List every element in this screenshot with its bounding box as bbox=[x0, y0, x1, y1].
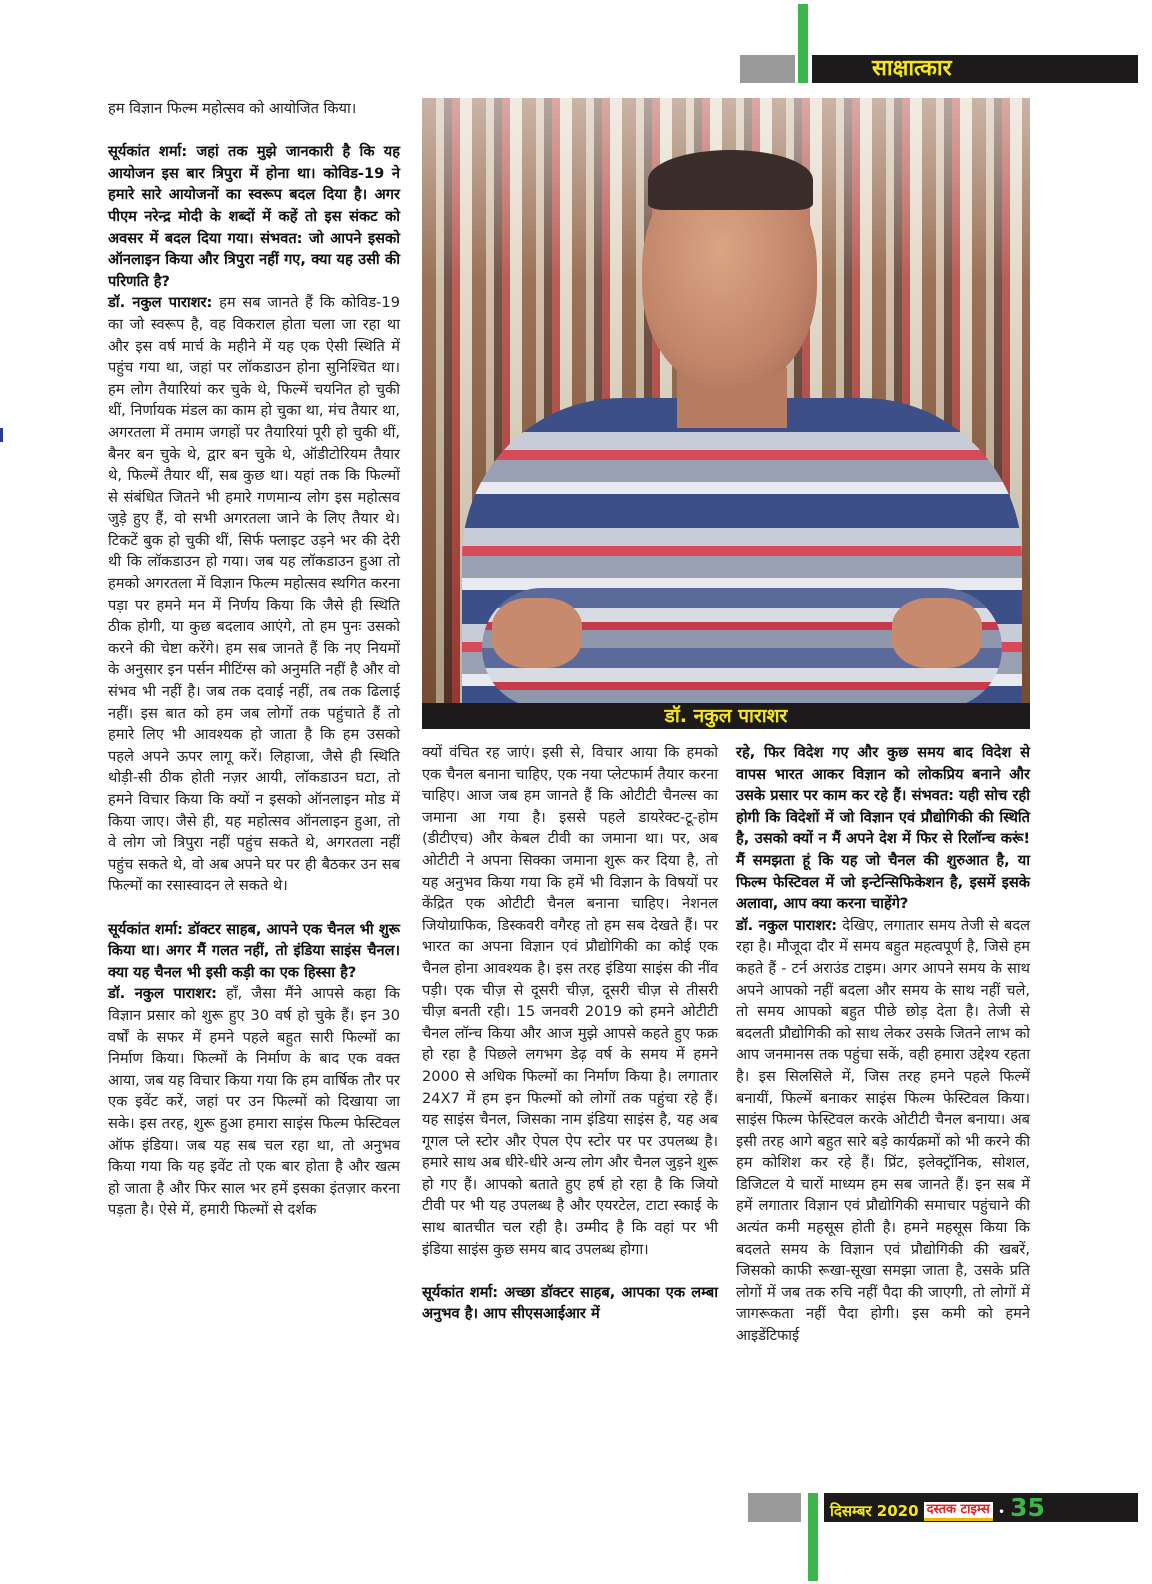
question-continued: रहे, फिर विदेश गए और कुछ समय बाद विदेश से वापस भारत आकर विज्ञान को लोकप्रिय बनाने और उसके प्रसार पर काम कर रहे हैं। संभवत: यही सोच रही होगी कि विदेशों में जो विज्ञान एवं प्रौद्योगिकी की स्थिति है, उसको क्यों न मैं अपने देश में फिर से रिलॉन्च करूं! मैं समझता हूं कि यह जो चैनल की शुरुआत है, या फिल्म फेस्टिवल में जो इन्टेन्सिफिकेशन है, इसमें इसके अलावा, आप क्या करना चाहेंगे? bbox=[736, 744, 1030, 913]
header-green-rule bbox=[798, 4, 808, 83]
speaker-label: डॉ. नकुल पाराशर: bbox=[108, 294, 213, 312]
article-column-2 bbox=[422, 742, 718, 1325]
answer-text: हाँ, जैसा मैंने आपसे कहा कि विज्ञान प्रसार को शुरू हुए 30 वर्ष हो चुके हैं। इन 30 वर्षों के सफर में हमने पहले बहुत सारी फिल्मों का निर्माण किया। फिल्मों के निर्माण के बाद एक वक्त आया, जब यह विचार किया गया कि हम वार्षिक तौर पर एक इवेंट करें, जहां पर उन फिल्मों को दिखाया जा सके। इस तरह, शुरू हुआ हमारा साइंस फिल्म फेस्टिवल ऑफ इंडिया। जब यह सब चल रहा था, तो अनुभव किया गया कि यह इवेंट तो एक बार होता है और खत्म हो जाता है और फिर साल भर हमें इसका इंतज़ार करना पड़ता है। ऐसे में, हमारी फिल्मों से दर्शक bbox=[108, 985, 401, 1219]
hair bbox=[648, 150, 813, 210]
answer-text: हम सब जानते हैं कि कोविड-19 का जो स्वरूप है, वह विकराल होता चला जा रहा था और इस वर्ष मार्च के महीने में यह एक ऐसी स्थिति में पहुंच गया था, जहां पर लॉकडाउन होना सुनिश्चित था। हम लोग तैयारियां कर चुके थे, फिल्में चयनित हो चुकी थीं, निर्णायक मंडल का काम हो चुका था, मंच तैयार था, अगरतला में तमाम जगहों पर तैयारियां पूरी हो चुकी थीं, बैनर बन चुके थे, द्वार बन चुके थे, ऑडीटोरियम तैयार थे, फिल्में तैयार थीं, सब कुछ था। यहां तक कि फिल्मों से संबंधित जितने भी हमारे गणमान्य लोग इस महोत्सव जुड़े हुए हैं, वो सभी अगरतला जाने के लिए तैयार थे। टिकटें बुक हो चुकी थीं, सिर्फ फ्लाइट उड़ने भर की देरी थी कि लॉकडाउन हो गया। जब यह लॉकडाउन हुआ तो हमको अगरतला में विज्ञान फिल्म महोत्सव स्थगित करना पड़ा पर हमने मन में निर्णय किया कि जैसे ही स्थिति ठीक होगी, या कुछ बदलाव आएंगे, तो हम पुनः उसको करने की चेष्टा करेंगे। हम सब जानते हैं कि नए नियमों के अनुसार इन पर्सन मीटिंग्स को अनुमति नहीं है और वो संभव भी नहीं है। जब तक दवाई नहीं, तब तक ढिलाई नहीं। इस बात को हम जब लोगों तक पहुंचाते हैं तो हमारे लिए भी आवश्यक हो जाता है कि हम उसको पहले अपने ऊपर लागू करें। लिहाजा, जैसे ही स्थिति थोड़ी-सी ठीक होती नज़र आयी, लॉकडाउन घटा, तो हमने विचार किया कि क्यों न इसको ऑनलाइन मोड में किया जाए। जैसे ही, यह महोत्सव ऑनलाइन हुआ, तो वे लोग जो त्रिपुरा नहीं पहुंच सकते थे, अगरतला नहीं पहुंच सकते थे, वो अब अपने घर पर ही बैठकर उन सब फिल्मों का रसास्वादन ले सकते थे। bbox=[108, 294, 400, 895]
question-text: डॉक्टर साहब, आपने एक चैनल भी शुरू किया था। अगर मैं गलत नहीं, तो इंडिया साइंस चैनल। क्या यह चैनल भी इसी कड़ी का एक हिस्सा है? bbox=[108, 920, 400, 981]
footer-bar bbox=[824, 1493, 1138, 1522]
speaker-label: डॉ. नकुल पाराशर: bbox=[736, 916, 838, 934]
footer-green-rule bbox=[808, 1493, 818, 1581]
speaker-label: सूर्यकांत शर्मा: bbox=[108, 143, 188, 161]
speaker-label: सूर्यकांत शर्मा: bbox=[108, 920, 184, 938]
answer-paragraph bbox=[736, 915, 1030, 1347]
margin-mark bbox=[0, 428, 3, 442]
section-title: साक्षात्कार bbox=[872, 56, 952, 81]
right-hand bbox=[892, 598, 982, 668]
question-text: अच्छा डॉक्टर साहब, आपका एक लम्बा अनुभव है। आप सीएसआईआर में bbox=[422, 1283, 718, 1323]
footer-gray-block bbox=[748, 1493, 801, 1522]
answer-continued: क्यों वंचित रह जाएं। इसी से, विचार आया कि हमको एक चैनल बनाना चाहिए, एक नया प्लेटफार्म तैयार करना चाहिए। आज जब हम जानते हैं कि ओटीटी चैनल्स का जमाना आ गया है। इससे पहले डायरेक्ट-टू-होम (डीटीएच) और केबल टीवी का जमाना था। पर, अब ओटीटी ने अपना सिक्का जमाना शुरू कर दिया है, तो यह अनुभव किया गया कि हमें भी विज्ञान के विषयों पर केंद्रित एक ओटीटी चैनल बनाना चाहिए। नेशनल जियोग्राफिक, डिस्कवरी वगैरह तो हम सब देखते हैं। पर भारत का अपना विज्ञान एवं प्रौद्योगिकी का कोई एक चैनल होना आवश्यक है। इस तरह इंडिया साइंस की नींव पड़ी। एक चीज़ से दूसरी चीज़, दूसरी चीज़ से तीसरी चीज़ बनती रही। 15 जनवरी 2019 को हमने ओटीटी चैनल लॉन्च किया और आज मुझे आपसे कहते हुए फक्र हो रहा है पिछले लगभग डेढ़ वर्ष के समय में हमने 2000 से अधिक फिल्मों का निर्माण किया है। लगातार 24X7 में हम इन फिल्मों को लोगों तक पहुंचा रहे हैं। यह साइंस चैनल, जिसका नाम इंडिया साइंस है, यह अब गूगल प्ले स्टोर और ऐपल ऐप स्टोर पर पर उपलब्ध है। हमारे साथ अब धीरे-धीरे अन्य लोग और चैनल जुड़ने शुरू हो गए हैं। आपको बताते हुए हर्ष हो रहा है कि जियो टीवी पर भी यह उपलब्ध है और एयरटेल, टाटा स्काई के साथ बातचीत चल रही है। उम्मीद है कि वहां पर भी इंडिया साइंस कुछ समय बाद उपलब्ध होगा। bbox=[422, 744, 718, 1258]
answer-paragraph bbox=[108, 983, 400, 1221]
paragraph: हम विज्ञान फिल्म महोत्सव को आयोजित किया। bbox=[108, 100, 357, 117]
speaker-label: सूर्यकांत शर्मा: bbox=[422, 1283, 499, 1301]
magazine-logo: दस्तक टाइम्स bbox=[924, 1502, 993, 1521]
separator-dot: • bbox=[997, 1505, 1006, 1519]
answer-paragraph bbox=[108, 292, 400, 897]
portrait-photo bbox=[422, 98, 1030, 703]
speaker-label: डॉ. नकुल पाराशर: bbox=[108, 985, 218, 1003]
article-column-1 bbox=[108, 98, 400, 1221]
question-paragraph bbox=[422, 1282, 718, 1325]
question-text: जहां तक मुझे जानकारी है कि यह आयोजन इस बार त्रिपुरा में होना था। कोविड-19 ने हमारे सारे आयोजनों का स्वरूप बदल दिया है। अगर पीएम नरेन्द्र मोदी के शब्दों में कहें तो इस संकट को अवसर में बदल दिया गया। संभवत: जो आपने इसको ऑनलाइन किया और त्रिपुरा नहीं गए, क्या यह उसी की परिणति है? bbox=[108, 143, 401, 290]
answer-text: देखिए, लगातार समय तेजी से बदल रहा है। मौजूदा दौर में समय बहुत महत्वपूर्ण है, जिसे हम कहते हैं - टर्न अराउंड टाइम। अगर आपने समय के साथ अपने आपको नहीं बदला और समय के साथ नहीं चले, तो समय आपको बहुत पीछे छोड़ देता है। तेजी से बदलती प्रौद्योगिकी को साथ लेकर उसके जितने लाभ को आप जनमानस तक पहुंचा सकें, वही हमारा उद्देश्य रहता है। इस सिलसिले में, जिस तरह हमने पहले फिल्में बनायीं, फिल्में बनाकर साइंस फिल्म फेस्टिवल किया। साइंस फिल्म फेस्टिवल करके ओटीटी चैनल बनाया। अब इसी तरह आगे बहुत सारे बड़े कार्यक्रमों को भी करने की हम कोशिश कर रहे हैं। प्रिंट, इलेक्ट्रॉनिक, सोशल, डिजिटल ये चारों माध्यम हम सब जानते हैं। इन सब में हमें लगातार विज्ञान एवं प्रौद्योगिकी समाचार पहुंचाने की अत्यंत कमी महसूस होती है। हमने महसूस किया कि बदलते समय के विज्ञान एवं प्रौद्योगिकी की खबरें, जिसको काफी रूखा-सूखा समझा जाता है, उसके प्रति लोगों में जब तक रुचि नहीं पैदा की जाएगी, तो लोगों में जागरूकता नहीं पैदा होगी। इस कमी को हमने आइडेंटिफाई bbox=[736, 916, 1031, 1345]
question-paragraph bbox=[108, 141, 400, 292]
section-header-bar bbox=[812, 55, 1138, 83]
page-number: 35 bbox=[1010, 1493, 1045, 1522]
question-paragraph bbox=[108, 919, 400, 984]
left-hand bbox=[492, 598, 582, 668]
header-gray-block bbox=[740, 55, 795, 83]
photo-caption: डॉ. नकुल पाराशर bbox=[422, 703, 1030, 729]
article-column-3 bbox=[736, 742, 1030, 1347]
issue-date: दिसम्बर 2020 bbox=[830, 1502, 919, 1520]
